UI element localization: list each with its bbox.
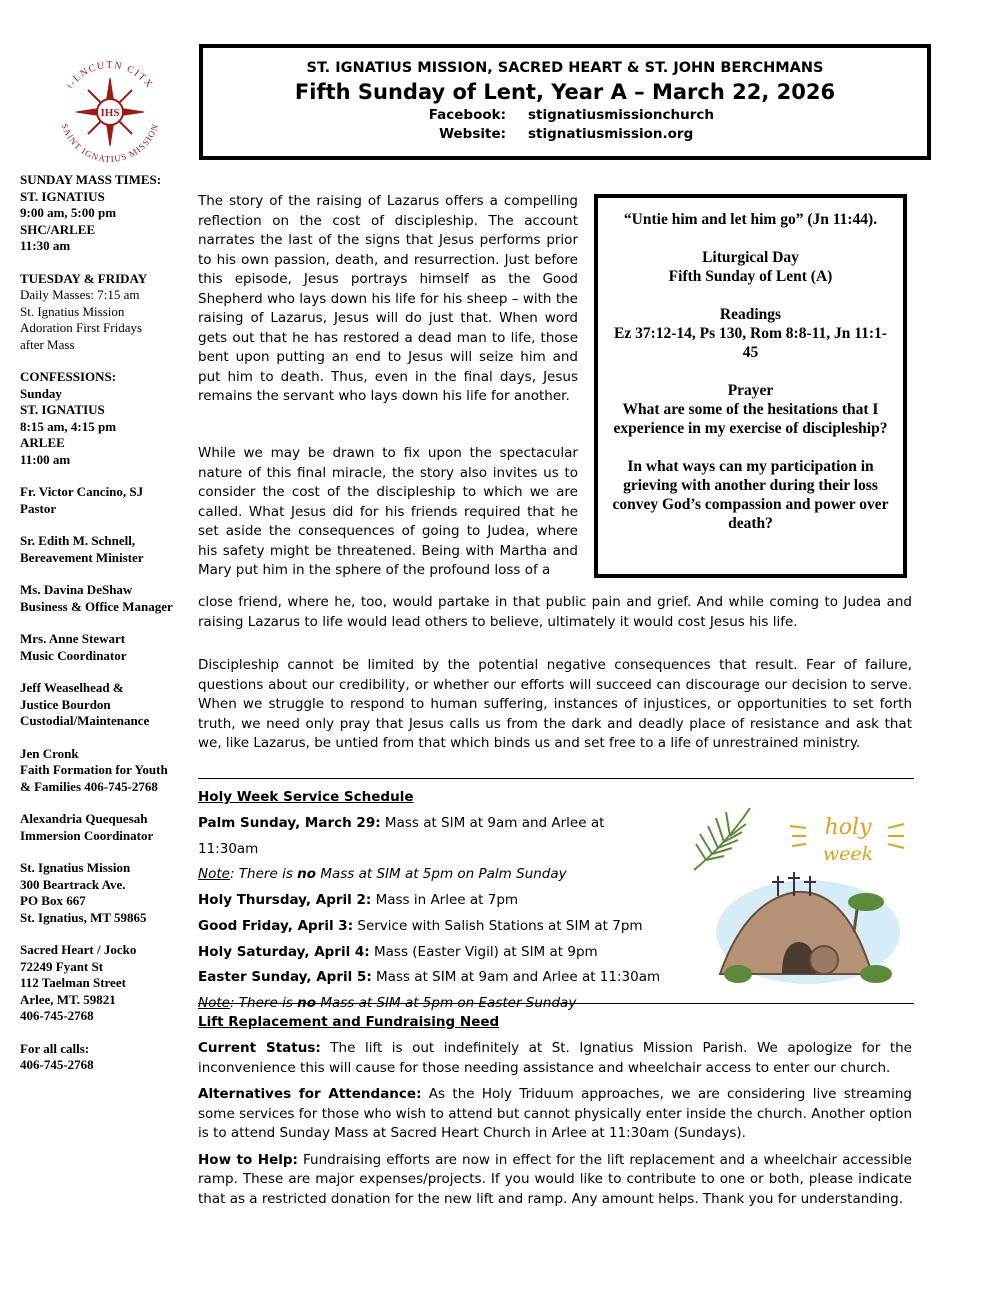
lift-status [198,1039,912,1078]
schedule-item [198,811,668,862]
note-label: Note [198,994,230,1011]
reflection-paragraph-1: The story of the raising of Lazarus offers a compelling reflection on the cost of discipleship. The account narrates the last of the signs that Jesus performs prior to his own passion, death, and resurrection. Just before this episode, Jesus portrays himself as the Good Shepherd who lays down his life for his sheep – with the raising of Lazarus, Jesus will do just that. When word gets out that he has restored a dead man to life, those bent upon putting an end to Jesus will seize him and put him to death. Thus, even in the final days, Jesus remains the servant who lays down his life for another. [198,193,578,404]
staff-role: Bereavement Minister [20,549,144,565]
staff-name: Alexandria Quequesah [20,811,148,826]
liturgy-box [594,194,907,578]
calls-block [20,1041,180,1074]
schedule-item [198,914,668,940]
address-sim [20,860,180,926]
schedule-label: Easter Sunday, April 5: [198,969,372,986]
schedule-label: Palm Sunday, March 29: [198,815,381,831]
lift-status-label: Current Status: [198,1040,321,1056]
address-line: Sacred Heart / Jocko [20,942,137,957]
staff-name: Mrs. Anne Stewart [20,631,126,646]
reflection-paragraph-2-cont: close friend, where he, too, would partake in that public pain and grief. And while coming to Judea and raising Lazarus to life would lead others to believe, ultimately it would cost Jesus his life. [198,594,912,630]
mass-times-line: 11:30 am [20,238,71,253]
confessions-line: 11:00 am [20,451,71,467]
lift-alternatives-label: Alternatives for Attendance: [198,1086,422,1102]
mass-times-line: ST. IGNATIUS [20,188,105,204]
lift-help-label: How to Help: [198,1151,298,1168]
readings-heading: Readings [719,306,782,323]
schedule-item [198,965,668,991]
staff-name: Sr. Edith M. Schnell, [20,533,136,548]
schedule-text: Service with Salish Stations at SIM at 7pm [353,917,643,934]
staff-entry [20,811,180,844]
holy-week-title: Holy Week Service Schedule [198,789,414,805]
lift-section [198,1039,912,1209]
facebook-row [203,107,927,123]
confessions-line: 8:15 am, 4:15 pm [20,418,117,434]
prayer-heading: Prayer [727,382,774,399]
weekday-block [20,271,180,354]
calls-line: For all calls: [20,1040,90,1056]
staff-role: Faith Formation for Youth & Families 406-745-2768 [20,762,168,794]
lift-help [198,1151,912,1210]
logo-top-text: ǂ-LNCUTN CITX [64,60,156,91]
staff-name: Ms. Davina DeShaw [20,582,133,597]
liturgical-day-heading: Liturgical Day [702,249,799,266]
schedule-label: Holy Saturday, April 4: [198,943,370,960]
weekday-line: Daily Masses: 7:15 am [20,287,140,302]
confessions-block [20,369,180,468]
staff-entry [20,746,180,796]
note-emphasis: no [297,866,317,883]
address-line: 72249 Fyant St [20,958,104,974]
bulletin-header [199,44,931,160]
palm-branch-icon [694,808,750,870]
reflection-paragraph-3: Discipleship cannot be limited by the potential negative consequences that result. Fear of failure, questions about our credibility, or whether our efforts will succeed can discourage our decision to serve. When we struggle to respond to human suffering, instances of injustices, or opportunities to set forth truth, we need only pray that Jesus calls us from the dark and deadly place of resistance and ask that we, like Lazarus, be untied from that which binds us and set free to a life of unrestrained ministry. [198,657,912,751]
liturgical-day: Fifth Sunday of Lent (A) [668,268,833,285]
schedule-text: Mass (Easter Vigil) at SIM at 9pm [369,943,598,960]
schedule-note [198,862,668,888]
website-row [203,126,927,142]
weekday-line: St. Ignatius Mission [20,303,125,319]
mass-times-block [20,172,180,255]
schedule-text: Mass at SIM at 9am and Arlee at 11:30am [371,969,661,986]
staff-entry [20,582,180,615]
mass-times-heading: SUNDAY MASS TIMES: [20,172,162,187]
confessions-line: Sunday [20,385,62,401]
page-title: Fifth Sunday of Lent, Year A – March 22, 2026 [294,80,836,104]
staff-role: Pastor [20,500,57,516]
note-text: : There is [229,866,298,883]
facebook-label: Facebook: [428,107,506,123]
divider [198,778,914,779]
address-line: PO Box 667 [20,893,86,908]
facebook-link[interactable]: stignatiusmissionchurch [528,107,715,123]
mission-logo [50,52,170,172]
logo-bottom-text: SAINT IGNATIUS MISSION [59,122,161,165]
lift-alternatives [198,1085,912,1144]
holy-week-schedule [198,811,668,1017]
schedule-item [198,940,668,966]
address-line: 112 Taelman Street [20,975,126,990]
note-text: Mass at SIM at 5pm on Palm Sunday [316,866,567,883]
lift-alternatives-text: As the Holy Triduum approaches, we are considering live streaming some services for those who wish to attend but cannot physically enter inside the church. Another option is to attend Sunday Mass at Sacred Heart Church in Arlee at 11:30am (Sundays). [198,1086,912,1141]
schedule-label: Holy Thursday, April 2: [198,892,372,909]
staff-entry [20,484,180,517]
lift-title: Lift Replacement and Fundraising Need [198,1014,500,1030]
staff-name: Fr. Victor Cancino, SJ [20,484,144,499]
address-shc [20,942,180,1025]
staff-entry [20,631,180,664]
schedule-label: Good Friday, April 3: [198,917,354,934]
confessions-line: ARLEE [20,435,65,450]
weekday-line: Adoration First Fridays [20,320,143,335]
address-line: 406-745-2768 [20,1008,94,1023]
holy-art-text: holy [824,815,872,840]
week-art-text: week [822,843,874,865]
reflection-paragraph-2: While we may be drawn to fix upon the spectacular nature of this final miracle, the story also invites us to consider the cost of the discipleship to which we are called. What Jesus did for his friends required that he set aside the consequences of going to Judea, where his safety might be threatened. Being with Martha and Mary put him in the sphere of the profound loss of a [198,445,578,578]
staff-role: Music Coordinator [20,647,127,663]
schedule-item [198,888,668,914]
prayer-question-2: In what ways can my participation in grieving with another during their loss convey God’s compassion and power over death? [612,458,889,532]
readings: Ez 37:12-14, Ps 130, Rom 8:8-11, Jn 11:1-45 [614,325,887,361]
note-text: Mass at SIM at 5pm on Easter Sunday [316,994,577,1011]
staff-name: Jeff Weaselhead & [20,680,124,695]
schedule-text: Mass at SIM at 9am and Arlee at 11:30am [198,815,605,857]
tomb-icon [716,872,900,984]
staff-role: Justice Bourdon Custodial/Maintenance [20,696,150,728]
staff-role: Business & Office Manager [20,598,173,614]
note-label: Note [198,866,230,883]
mass-times-line: 9:00 am, 5:00 pm [20,205,117,220]
logo-center-text: IHS [100,107,120,119]
staff-entry [20,680,180,730]
weekday-line: after Mass [20,336,75,352]
confessions-heading: CONFESSIONS: [20,369,117,384]
schedule-text: Mass in Arlee at 7pm [371,892,519,909]
staff-name: Jen Cronk [20,745,79,761]
staff-role: Immersion Coordinator [20,827,154,843]
lift-help-text: Fundraising efforts are now in effect for the lift replacement and a wheelchair accessible ramp. These are major expenses/projects. If you would like to contribute to one or both, please indicate that as a restricted donation for the new lift and ramp. Any amount helps. Thank you for understanding. [198,1151,912,1207]
address-line: 300 Beartrack Ave. [20,876,126,892]
address-line: Arlee, MT. 59821 [20,991,116,1007]
sidebar [20,172,180,1090]
prayer-question-1: What are some of the hesitations that I experience in my exercise of discipleship? [613,401,888,437]
parish-names: ST. IGNATIUS MISSION, SACRED HEART & ST. JOHN BERCHMANS [306,60,824,76]
gospel-quote: “Untie him and let him go” (Jn 11:44). [623,211,878,228]
divider [198,1003,914,1004]
website-link[interactable]: stignatiusmission.org [528,126,694,142]
staff-entry [20,533,180,566]
lift-status-text: The lift is out indefinitely at St. Ignatius Mission Parish. We apologize for the inconvenience this will cause for those needing assistance and wheelchair access to enter our church. [198,1040,912,1076]
confessions-line: ST. IGNATIUS [20,402,105,417]
weekday-heading: TUESDAY & FRIDAY [20,270,148,286]
address-line: St. Ignatius Mission [20,860,131,875]
address-line: St. Ignatius, MT 59865 [20,909,147,925]
note-emphasis: no [297,994,317,1011]
mass-times-line: SHC/ARLEE [20,221,96,237]
calls-line: 406-745-2768 [20,1057,94,1072]
website-label: Website: [439,126,506,142]
note-text: : There is [229,994,298,1011]
holy-week-illustration [686,804,914,992]
